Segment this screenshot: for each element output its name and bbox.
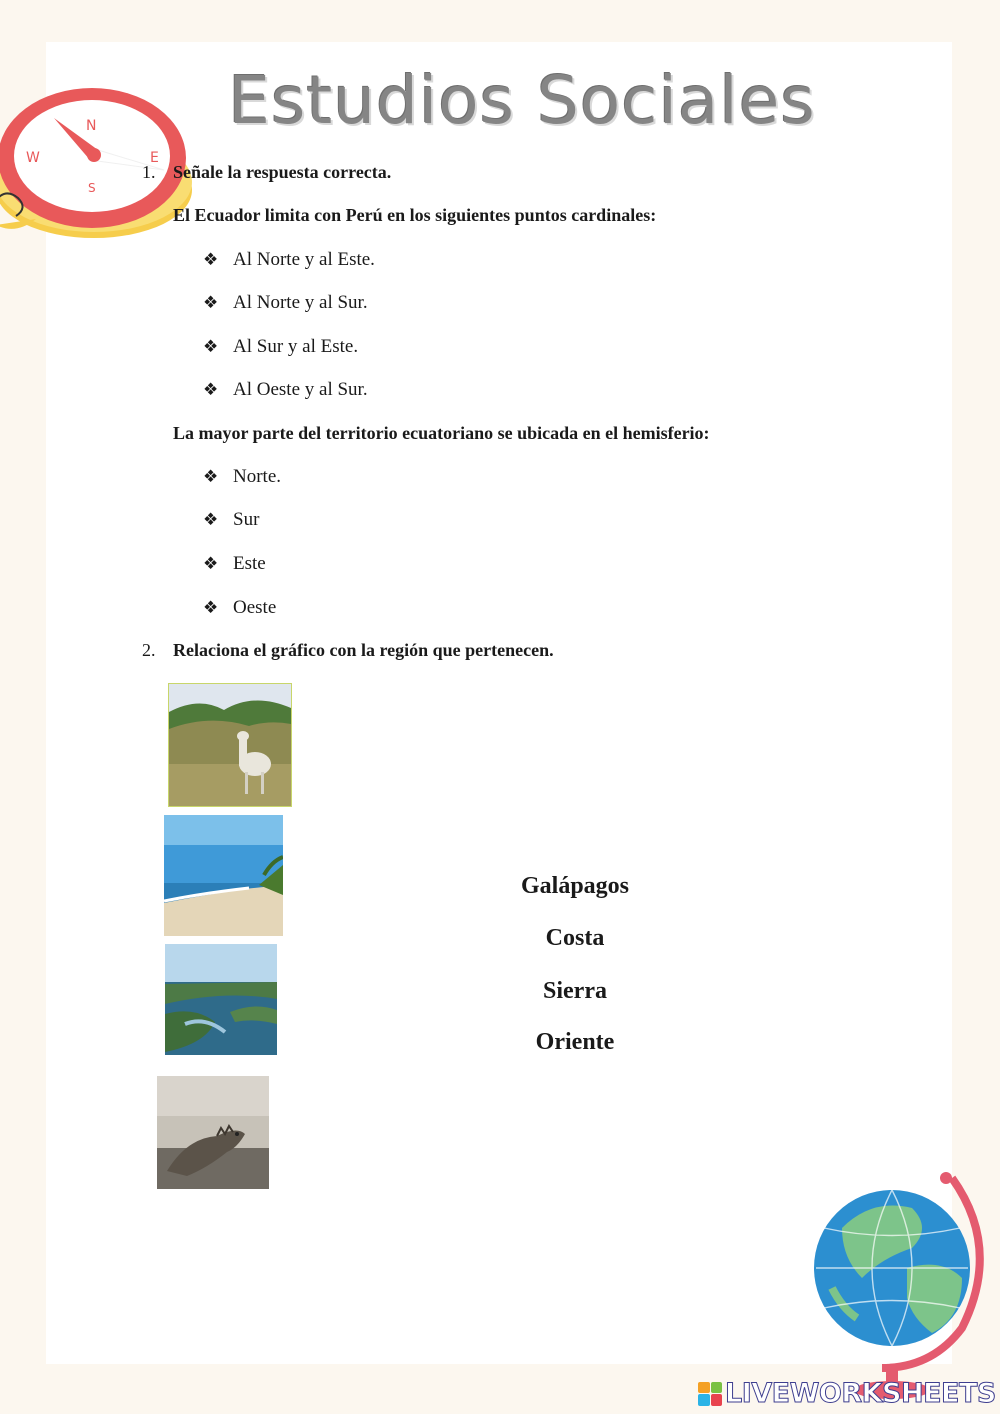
svg-text:W: W [26, 150, 40, 166]
option-label: Al Norte y al Este. [233, 249, 375, 270]
svg-text:E: E [150, 150, 159, 166]
option-label: Al Norte y al Sur. [233, 292, 368, 313]
oriente-river-photo[interactable] [165, 944, 277, 1055]
question-1b-prompt: La mayor parte del territorio ecuatoriano se ubicada en el hemisferio: [173, 423, 710, 443]
option-label: Norte. [233, 466, 282, 487]
bullet-icon: ❖ [203, 337, 219, 356]
liveworksheets-brand[interactable] [698, 1378, 996, 1409]
option-1b-3[interactable] [203, 553, 266, 575]
costa-beach-photo[interactable] [164, 815, 283, 936]
option-1a-2[interactable] [203, 292, 368, 314]
region-galapagos[interactable]: Galápagos [520, 873, 630, 899]
worksheet-title: Estudios Sociales [228, 62, 816, 139]
globe-icon [812, 1168, 994, 1408]
question-1a-prompt: El Ecuador limita con Perú en los siguientes puntos cardinales: [173, 205, 657, 225]
option-1a-1[interactable] [203, 249, 375, 271]
svg-text:S: S [88, 181, 96, 195]
bullet-icon: ❖ [203, 554, 219, 573]
question-1-prompt: Señale la respuesta correcta. [173, 162, 392, 182]
region-sierra[interactable]: Sierra [543, 978, 607, 1004]
option-1a-3[interactable] [203, 336, 358, 358]
question-2-prompt: Relaciona el gráfico con la región que pertenecen. [173, 640, 554, 660]
galapagos-iguana-photo[interactable] [157, 1076, 269, 1189]
option-1a-4[interactable] [203, 379, 368, 401]
bullet-icon: ❖ [203, 380, 219, 399]
brand-text: LIVEWORKSHEETS [725, 1378, 996, 1409]
bullet-icon: ❖ [203, 510, 219, 529]
question-2-number: 2. [142, 640, 156, 660]
option-1b-2[interactable] [203, 509, 259, 531]
region-oriente[interactable]: Oriente [535, 1029, 615, 1055]
bullet-icon: ❖ [203, 467, 219, 486]
question-1-number: 1. [142, 162, 156, 182]
option-label: Este [233, 553, 266, 574]
liveworksheets-logo-icon [698, 1382, 722, 1406]
option-label: Sur [233, 509, 260, 530]
option-1b-1[interactable] [203, 466, 281, 488]
svg-text:N: N [86, 118, 97, 134]
option-label: Al Sur y al Este. [233, 336, 359, 357]
option-1b-4[interactable] [203, 597, 276, 619]
sierra-llama-photo[interactable] [168, 683, 292, 807]
bullet-icon: ❖ [203, 250, 219, 269]
bullet-icon: ❖ [203, 293, 219, 312]
region-costa[interactable]: Costa [545, 925, 605, 951]
option-label: Al Oeste y al Sur. [233, 379, 368, 400]
bullet-icon: ❖ [203, 598, 219, 617]
option-label: Oeste [233, 597, 277, 618]
